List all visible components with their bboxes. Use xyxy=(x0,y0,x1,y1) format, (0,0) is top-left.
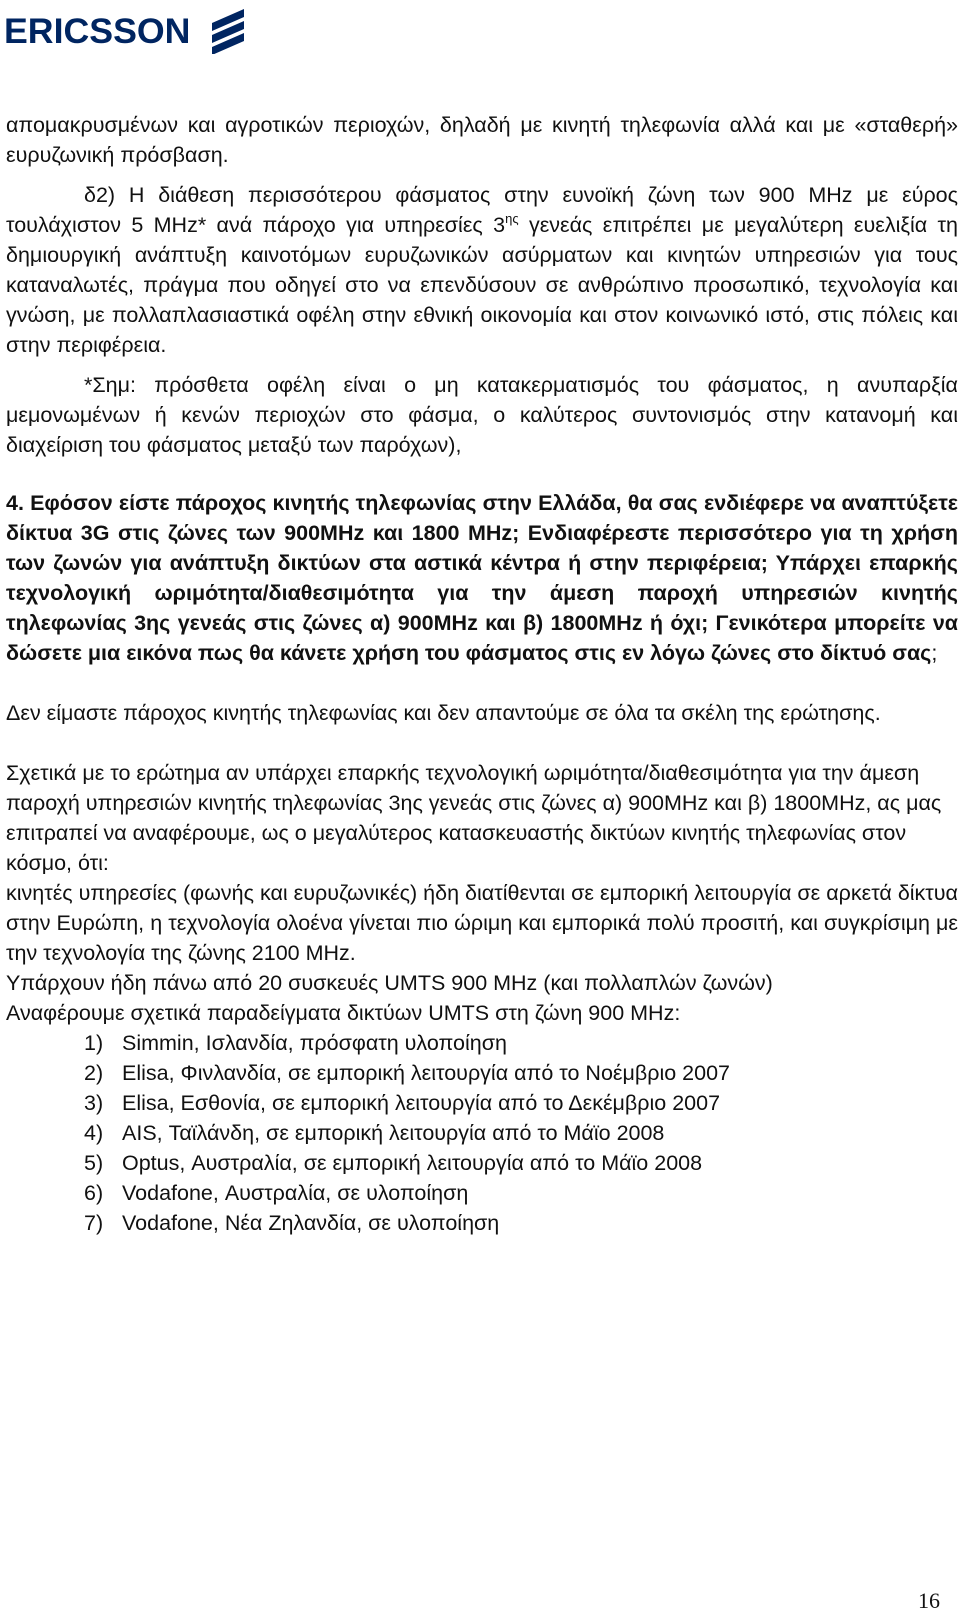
question-4-text: 4. Εφόσον είστε πάροχος κινητής τηλεφωνίας στην Ελλάδα, θα σας ενδιέφερε να αναπτύξετε δίκτυα 3G στις ζώνες των 900MHz και 1800 MHz; Ενδιαφέρεστε περισσότερο για τη χρήση των ζωνών για ανάπτυξη δικτύων στα αστικά κέντρα ή στην περιφέρεια; Υπάρχει επαρκής τεχνολογική ωριμότητα/διαθεσιμότητα για την άμεση παροχή υπηρεσιών κινητής τηλεφωνίας 3ης γενεάς στις ζώνες α) 900MHz και β) 1800MHz ή όχι; Γενικότερα μπορείτε να δώσετε μια εικόνα πως θα κάνετε χρήση του φάσματος στις εν λόγω ζώνες στο δίκτυό σας xyxy=(6,491,958,665)
list-item xyxy=(84,1118,958,1148)
list-item-text: Elisa, Φινλανδία, σε εμπορική λειτουργία από το Νοέμβριο 2007 xyxy=(122,1061,731,1085)
answer-devices: Υπάρχουν ήδη πάνω από 20 συσκευές UMTS 900 MHz (και πολλαπλών ζωνών) xyxy=(6,971,773,995)
list-item-number: 4) xyxy=(84,1121,104,1145)
page-header xyxy=(0,0,960,70)
list-item xyxy=(84,1088,958,1118)
ericsson-logo xyxy=(4,4,247,59)
list-item-number: 7) xyxy=(84,1211,104,1235)
paragraph-note: *Σημ: πρόσθετα οφέλη είναι ο μη κατακερματισμός του φάσματος, η ανυπαρξία μεμονωμένων ή κενών περιοχών στο φάσμα, ο καλύτερος συντονισμός στην κατανομή και διαχείριση του φάσματος μεταξύ των παρόχων), xyxy=(6,373,958,457)
answer-services: κινητές υπηρεσίες (φωνής και ευρυζωνικές) ήδη διατίθενται σε εμπορική λειτουργία σε αρκετά δίκτυα στην Ευρώπη, η τεχνολογία ολοένα γίνεται πιο ώριμη και εμπορικά πολύ προσιτή, και συγκρίσιμη με την τεχνολογία της ζώνης 2100 MHz. xyxy=(6,881,958,965)
d2-text-start: δ2) Η διάθεση περισσότερου φάσματος στην ευνοϊκή ζώνη των 900 MHz με εύρος τουλάχιστον 5 MHz* ανά πάροχο για υπηρεσίες 3 xyxy=(6,183,958,237)
paragraph-rural-access: απομακρυσμένων και αγροτικών περιοχών, δηλαδή με κινητή τηλεφωνία αλλά και με «σταθερή» ευρυζωνική πρόσβαση. xyxy=(6,113,958,167)
list-item-text: AIS, Ταϊλάνδη, σε εμπορική λειτουργία από το Μάϊο 2008 xyxy=(122,1121,665,1145)
answer-examples-intro: Αναφέρουμε σχετικά παραδείγματα δικτύων UMTS στη ζώνη 900 MHz: xyxy=(6,1001,681,1025)
list-item xyxy=(84,1178,958,1208)
document-body xyxy=(6,110,958,1238)
d2-superscript: ης xyxy=(505,211,519,226)
list-item-text: Simmin, Ισλανδία, πρόσφατη υλοποίηση xyxy=(122,1031,507,1055)
answer-not-operator: Δεν είμαστε πάροχος κινητής τηλεφωνίας και δεν απαντούμε σε όλα τα σκέλη της ερώτησης. xyxy=(6,701,881,725)
paragraph-d2 xyxy=(6,180,958,360)
list-item-text: Vodafone, Νέα Ζηλανδία, σε υλοποίηση xyxy=(122,1211,500,1235)
list-item-text: Elisa, Εσθονία, σε εμπορική λειτουργία από το Δεκέμβριο 2007 xyxy=(122,1091,721,1115)
question-4 xyxy=(6,488,958,668)
list-item-number: 1) xyxy=(84,1031,104,1055)
list-item-number: 5) xyxy=(84,1151,104,1175)
question-4-end: ; xyxy=(931,641,938,665)
list-item xyxy=(84,1058,958,1088)
ericsson-stripes-logo-icon xyxy=(209,6,247,59)
list-item-text: Vodafone, Αυστραλία, σε υλοποίηση xyxy=(122,1181,469,1205)
logo-wordmark: ERICSSON xyxy=(4,11,191,51)
d2-text-end: γενεάς επιτρέπει με μεγαλύτερη ευελιξία τη δημιουργική ανάπτυξη καινοτόμων ευρυζωνικών ασύρματων και κινητών υπηρεσιών για τους καταναλωτές, πράγμα που οδηγεί στο να επενδύσουν σε ανθρώπινο προσωπικό, τεχνολογία και γνώση, με πολλαπλασιαστικά οφέλη στην εθνική οικονομία και στον κοινωνικό ιστό, στις πόλεις και στην περιφέρεια. xyxy=(6,213,958,357)
answer-maturity: Σχετικά με το ερώτημα αν υπάρχει επαρκής τεχνολογική ωριμότητα/διαθεσιμότητα για την άμεση παροχή υπηρεσιών κινητής τηλεφωνίας 3ης γενεάς στις ζώνες α) 900MHz και β) 1800MHz, ας μας επιτραπεί να αναφέρουμε, ως ο μεγαλύτερος κατασκευαστής δικτύων κινητής τηλεφωνίας στον κόσμο, ότι: xyxy=(6,761,942,875)
list-item-text: Optus, Αυστραλία, σε εμπορική λειτουργία από το Μάϊο 2008 xyxy=(122,1151,703,1175)
list-item xyxy=(84,1208,958,1238)
examples-list xyxy=(6,1028,958,1238)
list-item xyxy=(84,1148,958,1178)
list-item-number: 6) xyxy=(84,1181,104,1205)
list-item-number: 3) xyxy=(84,1091,104,1115)
list-item-number: 2) xyxy=(84,1061,104,1085)
list-item xyxy=(84,1028,958,1058)
page-number: 16 xyxy=(918,1588,940,1613)
